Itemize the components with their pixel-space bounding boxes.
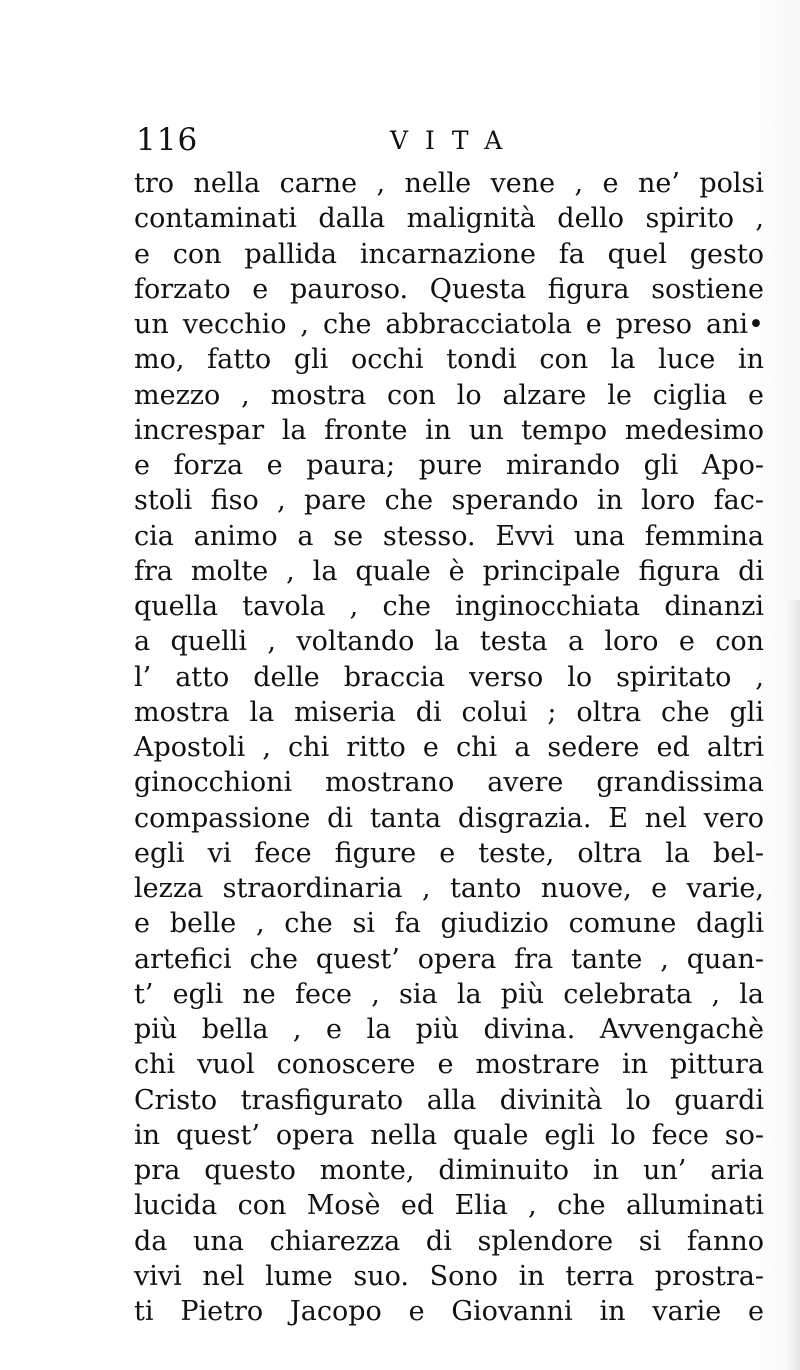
text-line: cia animo a se stesso. Evvi una femmina bbox=[134, 520, 764, 552]
text-line: e belle , che si fa giudizio comune dagli bbox=[134, 908, 764, 940]
text-line: mostra la miseria di colui ; oltra che gli bbox=[134, 696, 764, 728]
text-line: più bella , e la più divina. Avvengachè bbox=[134, 1014, 764, 1045]
text-line: lezza straordinaria , tanto nuove, e varie, bbox=[134, 873, 764, 904]
text-line: mezzo , mostra con lo alzare le ciglia e bbox=[134, 379, 764, 411]
text-line: lucida con Mosè ed Elia , che alluminati bbox=[134, 1190, 764, 1222]
text-line: egli vi fece figure e teste, oltra la bel- bbox=[134, 837, 764, 869]
text-line: Cristo trasfigurato alla divinità lo guardi bbox=[134, 1084, 764, 1116]
text-line: a quelli , voltando la testa a loro e con bbox=[134, 626, 764, 658]
text-line: compassione di tanta disgrazia. E nel vero bbox=[134, 802, 764, 834]
page-number: 116 bbox=[136, 122, 199, 158]
text-line: mo, fatto gli occhi tondi con la luce in bbox=[134, 344, 764, 376]
page-edge-shadow bbox=[786, 600, 800, 1370]
text-line: l’ atto delle braccia verso lo spiritato , bbox=[134, 661, 764, 693]
text-line: e forza e paura; pure mirando gli Apo- bbox=[134, 450, 764, 481]
text-line: contaminati dalla malignità dello spirito , bbox=[134, 203, 764, 235]
text-line: Apostoli , chi ritto e chi a sedere ed altri bbox=[134, 732, 764, 763]
text-line: increspar la fronte in un tempo medesimo bbox=[134, 414, 764, 446]
text-line: vivi nel lume suo. Sono in terra prostra- bbox=[134, 1260, 764, 1292]
text-line: chi vuol conoscere e mostrare in pittura bbox=[134, 1049, 764, 1081]
text-line: e con pallida incarnazione fa quel gesto bbox=[134, 238, 764, 270]
text-line: tro nella carne , nelle vene , e ne’ polsi bbox=[134, 168, 764, 199]
text-line: un vecchio , che abbracciatola e preso ani• bbox=[134, 309, 764, 340]
body-text bbox=[134, 166, 764, 1329]
text-line: ti Pietro Jacopo e Giovanni in varie e bbox=[134, 1296, 764, 1327]
text-line: ginocchioni mostrano avere grandissima bbox=[134, 767, 764, 799]
text-line: t’ egli ne fece , sia la più celebrata , la bbox=[134, 978, 764, 1010]
text-line: fra molte , la quale è principale figura di bbox=[134, 555, 764, 587]
text-line: da una chiarezza di splendore si fanno bbox=[134, 1225, 764, 1257]
text-line: in quest’ opera nella quale egli lo fece so- bbox=[134, 1119, 764, 1151]
page-header bbox=[136, 122, 756, 166]
running-head: VITA bbox=[390, 126, 520, 155]
text-line: quella tavola , che inginocchiata dinanzi bbox=[134, 591, 764, 622]
text-line: forzato e pauroso. Questa figura sostiene bbox=[134, 273, 764, 305]
text-line: pra questo monte, diminuito in un’ aria bbox=[134, 1155, 764, 1186]
text-line: artefici che quest’ opera fra tante , quan- bbox=[134, 943, 764, 975]
text-line: stoli fiso , pare che sperando in loro fac- bbox=[134, 485, 764, 517]
